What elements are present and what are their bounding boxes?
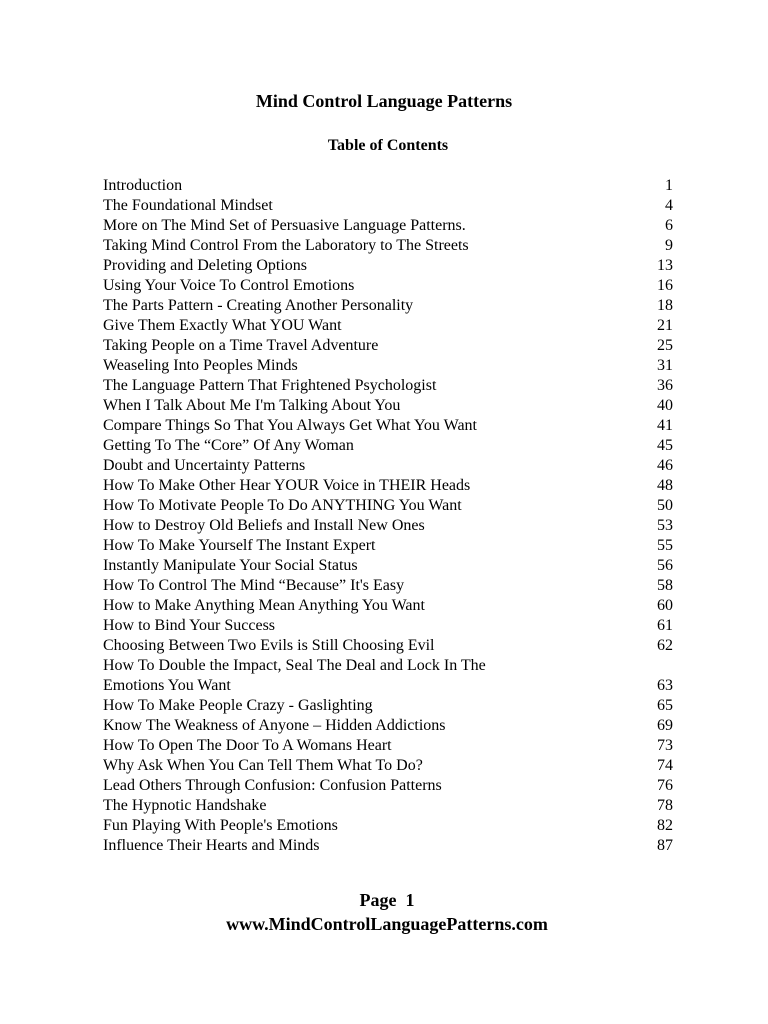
toc-entry [103, 196, 673, 216]
toc-entry [103, 236, 673, 256]
toc-entry-title: Lead Others Through Confusion: Confusion Patterns [103, 777, 442, 794]
toc-entry [103, 816, 673, 836]
toc-entry [103, 616, 673, 636]
toc-entry-page-number: 69 [657, 717, 673, 734]
toc-entry [103, 216, 673, 236]
toc-entry-page-number: 45 [657, 437, 673, 454]
toc-entry-title: Compare Things So That You Always Get What You Want [103, 417, 477, 434]
toc-entry-title: The Foundational Mindset [103, 197, 273, 214]
toc-entry-title: How To Motivate People To Do ANYTHING You Want [103, 497, 462, 514]
toc-entry [103, 496, 673, 516]
toc-entry [103, 756, 673, 776]
toc-entry [103, 296, 673, 316]
toc-entry-page-number: 36 [657, 377, 673, 394]
toc-entry-page-number: 74 [657, 757, 673, 774]
toc-entry [103, 176, 673, 196]
toc-entry-title: How To Make Yourself The Instant Expert [103, 537, 376, 554]
toc-entry-title: Why Ask When You Can Tell Them What To Do? [103, 757, 423, 774]
toc-entry-page-number: 63 [657, 677, 673, 694]
toc-entry-page-number: 76 [657, 777, 673, 794]
toc-entry [103, 276, 673, 296]
toc-entry [103, 436, 673, 456]
toc-entry-title: When I Talk About Me I'm Talking About You [103, 397, 401, 414]
toc-entry [103, 696, 673, 716]
toc-entry-page-number: 6 [665, 217, 673, 234]
page-number: Page 1 [359, 890, 415, 910]
toc-entry-page-number: 82 [657, 817, 673, 834]
toc-entry-page-number: 55 [657, 537, 673, 554]
toc-entry [103, 576, 673, 596]
toc-entry-title: How To Make People Crazy - Gaslighting [103, 697, 373, 714]
toc-entry-page-number: 41 [657, 417, 673, 434]
toc-entry [103, 836, 673, 856]
toc-entry-title: The Hypnotic Handshake [103, 797, 267, 814]
toc-entry [103, 636, 673, 656]
toc-entry-title: How To Double the Impact, Seal The Deal and Lock In The Emotions You Want [103, 657, 486, 694]
toc-entry-title: Instantly Manipulate Your Social Status [103, 557, 358, 574]
toc-entry-page-number: 25 [657, 337, 673, 354]
toc-entry-title: Taking People on a Time Travel Adventure [103, 337, 379, 354]
toc-entry [103, 316, 673, 336]
toc-entry-page-number: 16 [657, 277, 673, 294]
toc-entry-page-number: 31 [657, 357, 673, 374]
toc-entry-page-number: 18 [657, 297, 673, 314]
toc-entry [103, 396, 673, 416]
toc-entry-page-number: 13 [657, 257, 673, 274]
toc-entry-title: Give Them Exactly What YOU Want [103, 317, 342, 334]
toc-entry-page-number: 50 [657, 497, 673, 514]
toc-entry [103, 536, 673, 556]
toc-entry [103, 356, 673, 376]
toc-entry [103, 556, 673, 576]
toc-entry-page-number: 62 [657, 637, 673, 654]
toc-entry-page-number: 58 [657, 577, 673, 594]
toc-entry-page-number: 60 [657, 597, 673, 614]
toc-entry-title: How to Make Anything Mean Anything You Want [103, 597, 425, 614]
toc-entry-title: How to Destroy Old Beliefs and Install New Ones [103, 517, 425, 534]
toc-entry [103, 376, 673, 396]
toc-entry-page-number: 40 [657, 397, 673, 414]
toc-entry-title: How To Open The Door To A Womans Heart [103, 737, 392, 754]
toc-entry-title: Providing and Deleting Options [103, 257, 307, 274]
toc-entry-page-number: 9 [665, 237, 673, 254]
toc-entry [103, 336, 673, 356]
toc-entry-page-number: 46 [657, 457, 673, 474]
toc-entry-page-number: 48 [657, 477, 673, 494]
website-url: www.MindControlLanguagePatterns.com [226, 914, 548, 934]
toc-entry-title: How to Bind Your Success [103, 617, 276, 634]
toc-entry-title: Taking Mind Control From the Laboratory to The Streets [103, 237, 469, 254]
toc-entry-title: More on The Mind Set of Persuasive Language Patterns. [103, 217, 466, 234]
toc-entry-page-number: 1 [665, 177, 673, 194]
toc-entry-title: The Language Pattern That Frightened Psychologist [103, 377, 437, 394]
toc-entry-page-number: 73 [657, 737, 673, 754]
document-title: Mind Control Language Patterns [255, 91, 513, 111]
toc-entry-title: Influence Their Hearts and Minds [103, 837, 320, 854]
toc-entry-title: Using Your Voice To Control Emotions [103, 277, 355, 294]
toc-entry-page-number: 21 [657, 317, 673, 334]
toc-entry-title: Getting To The “Core” Of Any Woman [103, 437, 354, 454]
toc-entry-page-number: 65 [657, 697, 673, 714]
toc-entry-title: Weaseling Into Peoples Minds [103, 357, 298, 374]
toc-entry [103, 476, 673, 496]
toc-list [103, 176, 673, 856]
toc-entry-title: Choosing Between Two Evils is Still Choosing Evil [103, 637, 435, 654]
toc-entry [103, 736, 673, 756]
toc-entry-title: Introduction [103, 177, 183, 194]
toc-entry [103, 516, 673, 536]
toc-entry-title: How To Control The Mind “Because” It's Easy [103, 577, 405, 594]
toc-entry-title: Doubt and Uncertainty Patterns [103, 457, 306, 474]
toc-entry [103, 716, 673, 736]
toc-heading: Table of Contents [327, 137, 449, 154]
toc-entry-title: How To Make Other Hear YOUR Voice in THEIR Heads [103, 477, 471, 494]
toc-entry-page-number: 78 [657, 797, 673, 814]
toc-entry-title: The Parts Pattern - Creating Another Personality [103, 297, 414, 314]
toc-entry-page-number: 56 [657, 557, 673, 574]
toc-entry-title: Fun Playing With People's Emotions [103, 817, 338, 834]
toc-entry-page-number: 53 [657, 517, 673, 534]
toc-entry [103, 596, 673, 616]
toc-entry-page-number: 4 [665, 197, 673, 214]
toc-entry-page-number: 87 [657, 837, 673, 854]
toc-entry [103, 796, 673, 816]
toc-entry-title: Know The Weakness of Anyone – Hidden Addictions [103, 717, 446, 734]
toc-entry [103, 416, 673, 436]
toc-entry-page-number: 61 [657, 617, 673, 634]
toc-entry [103, 776, 673, 796]
toc-entry [103, 656, 673, 696]
toc-entry [103, 256, 673, 276]
toc-entry [103, 456, 673, 476]
page-footer [0, 888, 768, 936]
